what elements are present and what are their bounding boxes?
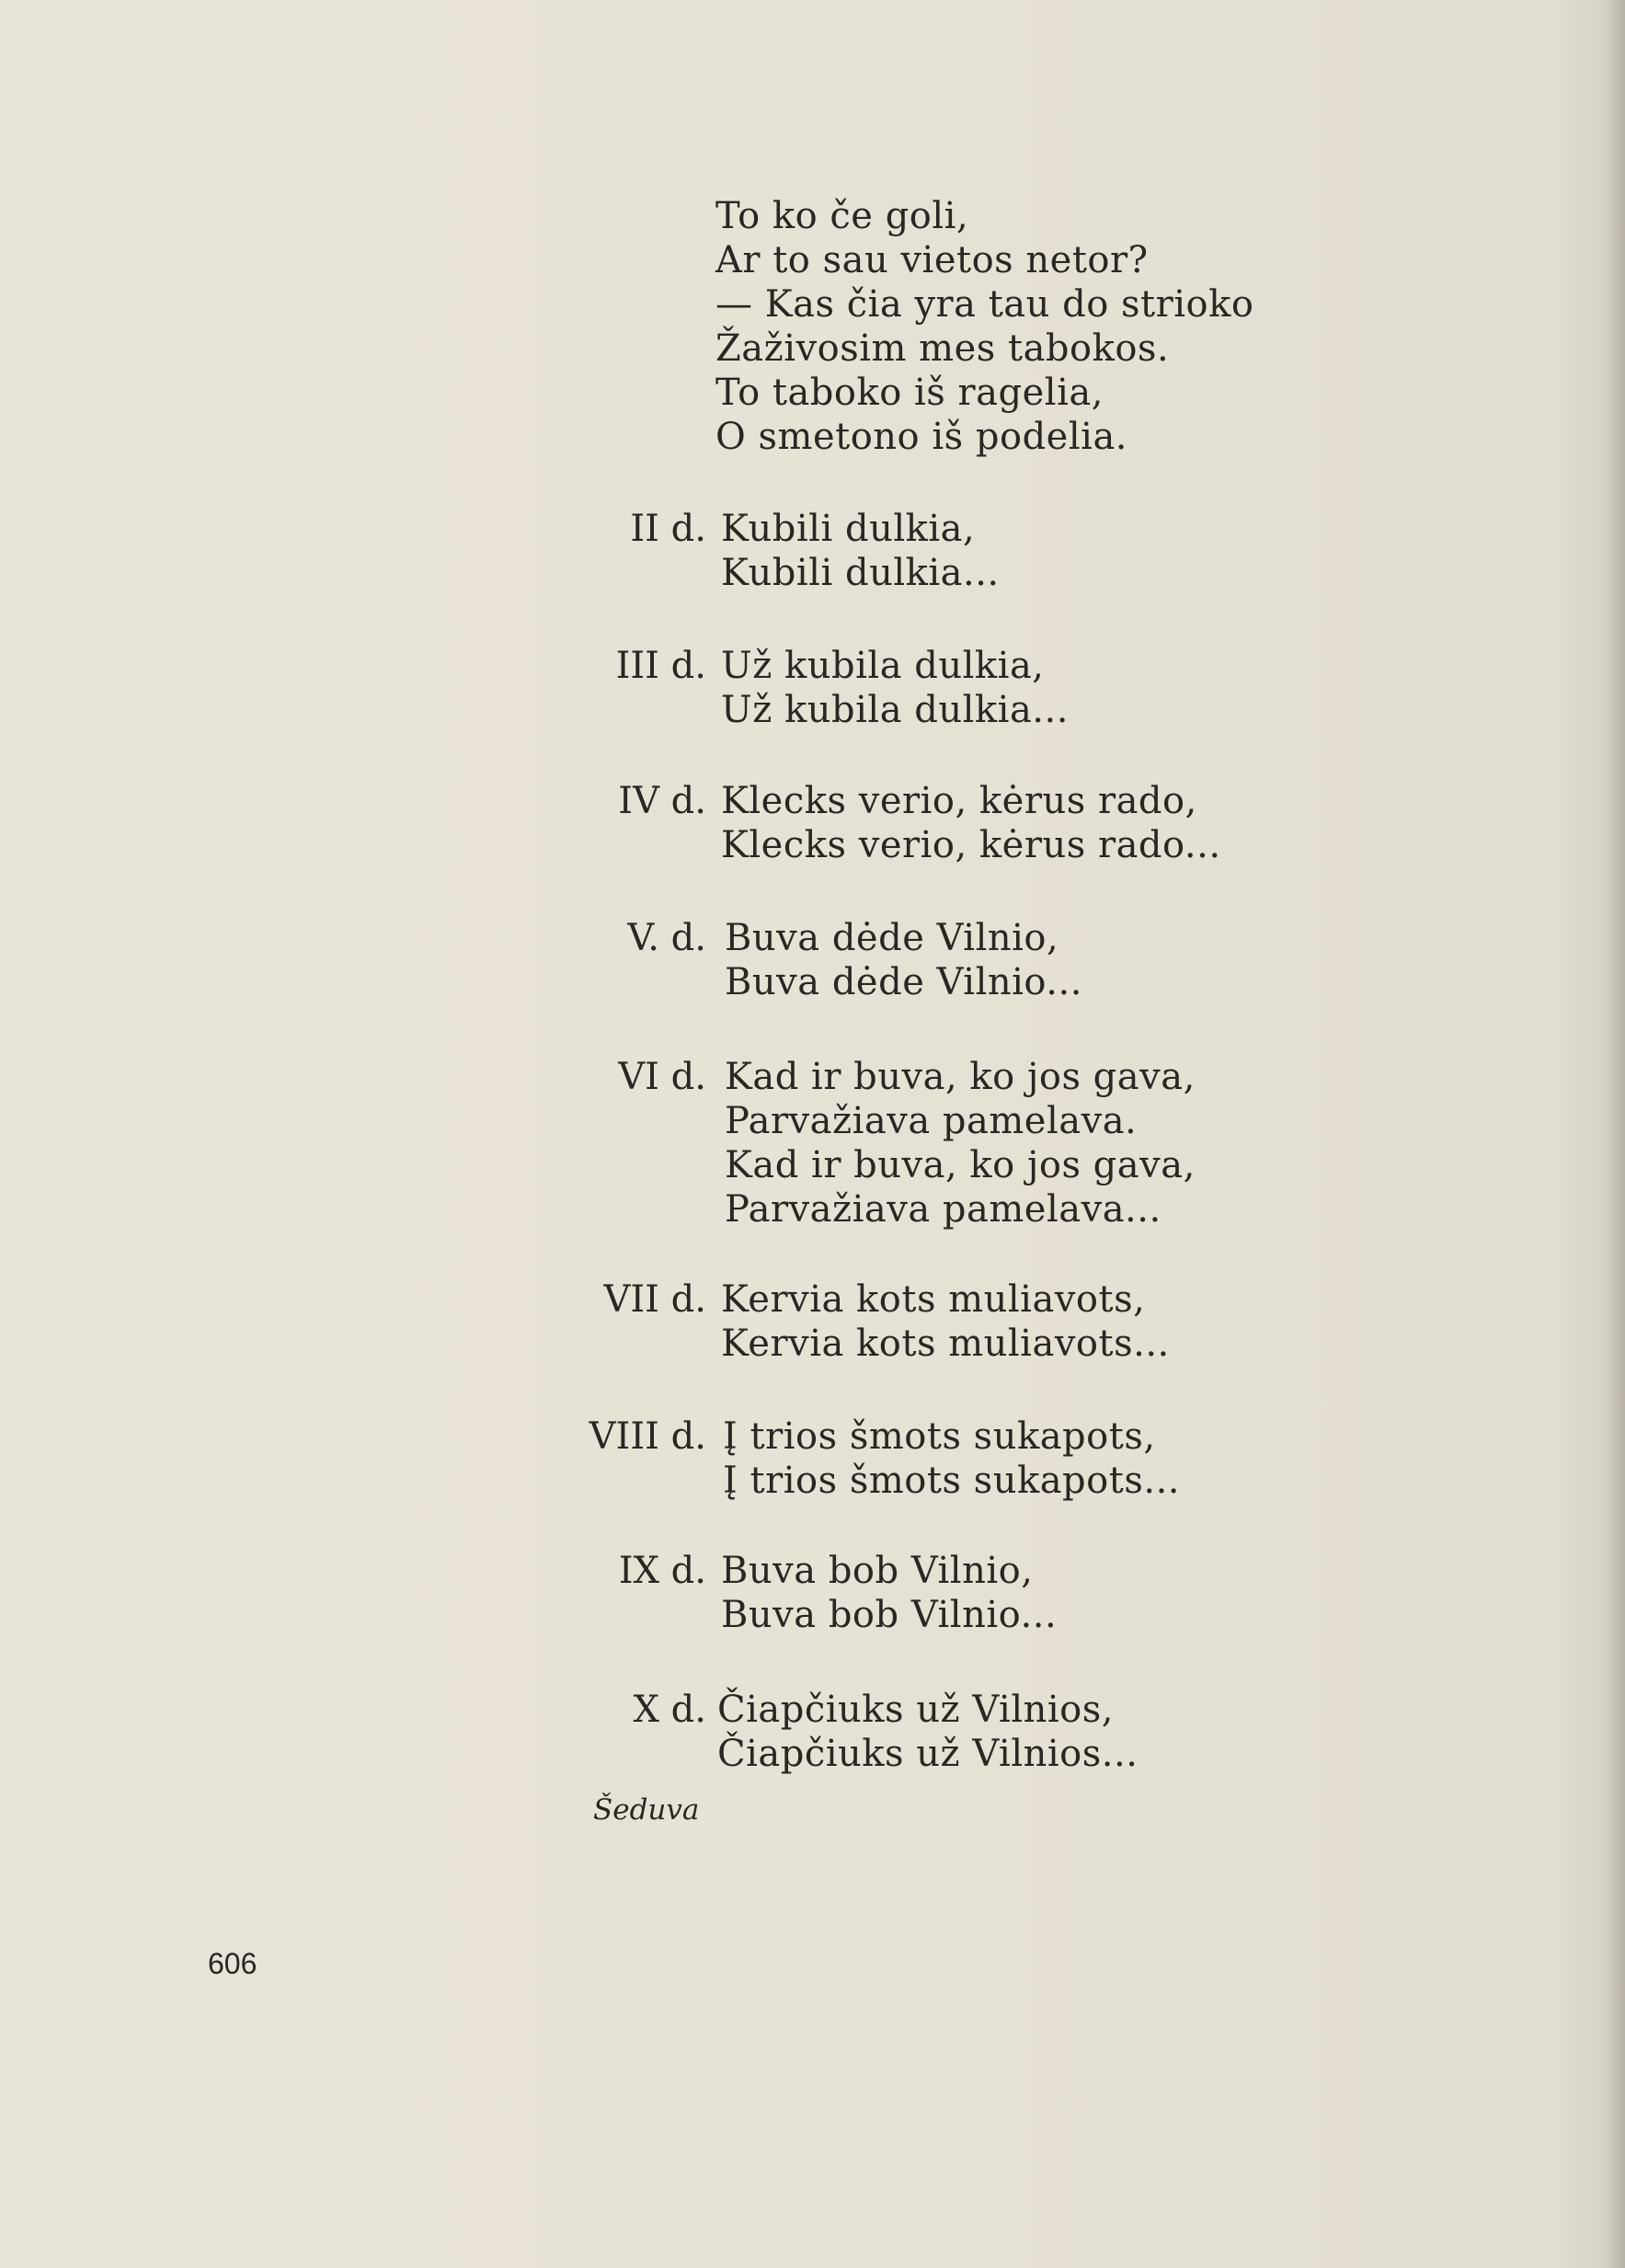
- verse-line: Kubili dulkia...: [721, 552, 1000, 594]
- verse-line: Buva dėde Vilnio,: [725, 917, 1059, 959]
- verse-line: Klecks verio, kėrus rado,: [721, 780, 1197, 822]
- verse-line: Čiapčiuks už Vilnios,: [717, 1689, 1114, 1731]
- stanza-number: X d.: [633, 1689, 706, 1731]
- verse-line: Buva bob Vilnio,: [721, 1550, 1034, 1592]
- verse-line: Už kubila dulkia,: [721, 645, 1045, 687]
- source-location: Šeduva: [593, 1793, 700, 1827]
- verse-line: Už kubila dulkia...: [721, 689, 1069, 731]
- verse-line: Žaživosim mes tabokos.: [715, 327, 1170, 370]
- verse-line: O smetono iš podelia.: [715, 416, 1127, 458]
- verse-line: — Kas čia yra tau do strioko: [715, 283, 1254, 326]
- verse-line: Čiapčiuks už Vilnios...: [717, 1733, 1139, 1775]
- verse-line: Kubili dulkia,: [721, 508, 976, 550]
- verse-line: Ar to sau vietos netor?: [715, 239, 1149, 281]
- stanza-number: VII d.: [603, 1278, 706, 1321]
- stanza-number: IV d.: [618, 780, 706, 822]
- verse-line: To taboko iš ragelia,: [715, 372, 1104, 414]
- verse-line: Parvažiava pamelava.: [725, 1100, 1138, 1142]
- stanza-number: VI d.: [618, 1056, 706, 1098]
- stanza-number: VIII d.: [589, 1415, 706, 1458]
- stanza-number: II d.: [630, 508, 706, 550]
- verse-line: Parvažiava pamelava...: [725, 1188, 1162, 1231]
- stanza-number: V. d.: [627, 917, 706, 959]
- verse-line: Buva dėde Vilnio...: [725, 961, 1082, 1003]
- verse-line: Buva bob Vilnio...: [721, 1594, 1058, 1636]
- verse-line: To ko če goli,: [715, 195, 969, 237]
- page-number: 606: [208, 1947, 257, 1980]
- verse-line: Kervia kots muliavots,: [721, 1278, 1146, 1321]
- verse-line: Į trios šmots sukapots,: [723, 1415, 1156, 1458]
- stanza-number: IX d.: [618, 1550, 706, 1592]
- verse-line: Kervia kots muliavots...: [721, 1323, 1170, 1365]
- verse-line: Į trios šmots sukapots...: [723, 1460, 1180, 1502]
- stanza-number: III d.: [615, 645, 706, 687]
- verse-line: Klecks verio, kėrus rado...: [721, 824, 1221, 866]
- verse-line: Kad ir buva, ko jos gava,: [725, 1056, 1196, 1098]
- verse-line: Kad ir buva, ko jos gava,: [725, 1144, 1196, 1186]
- page-edge-shadow: [1605, 0, 1625, 2268]
